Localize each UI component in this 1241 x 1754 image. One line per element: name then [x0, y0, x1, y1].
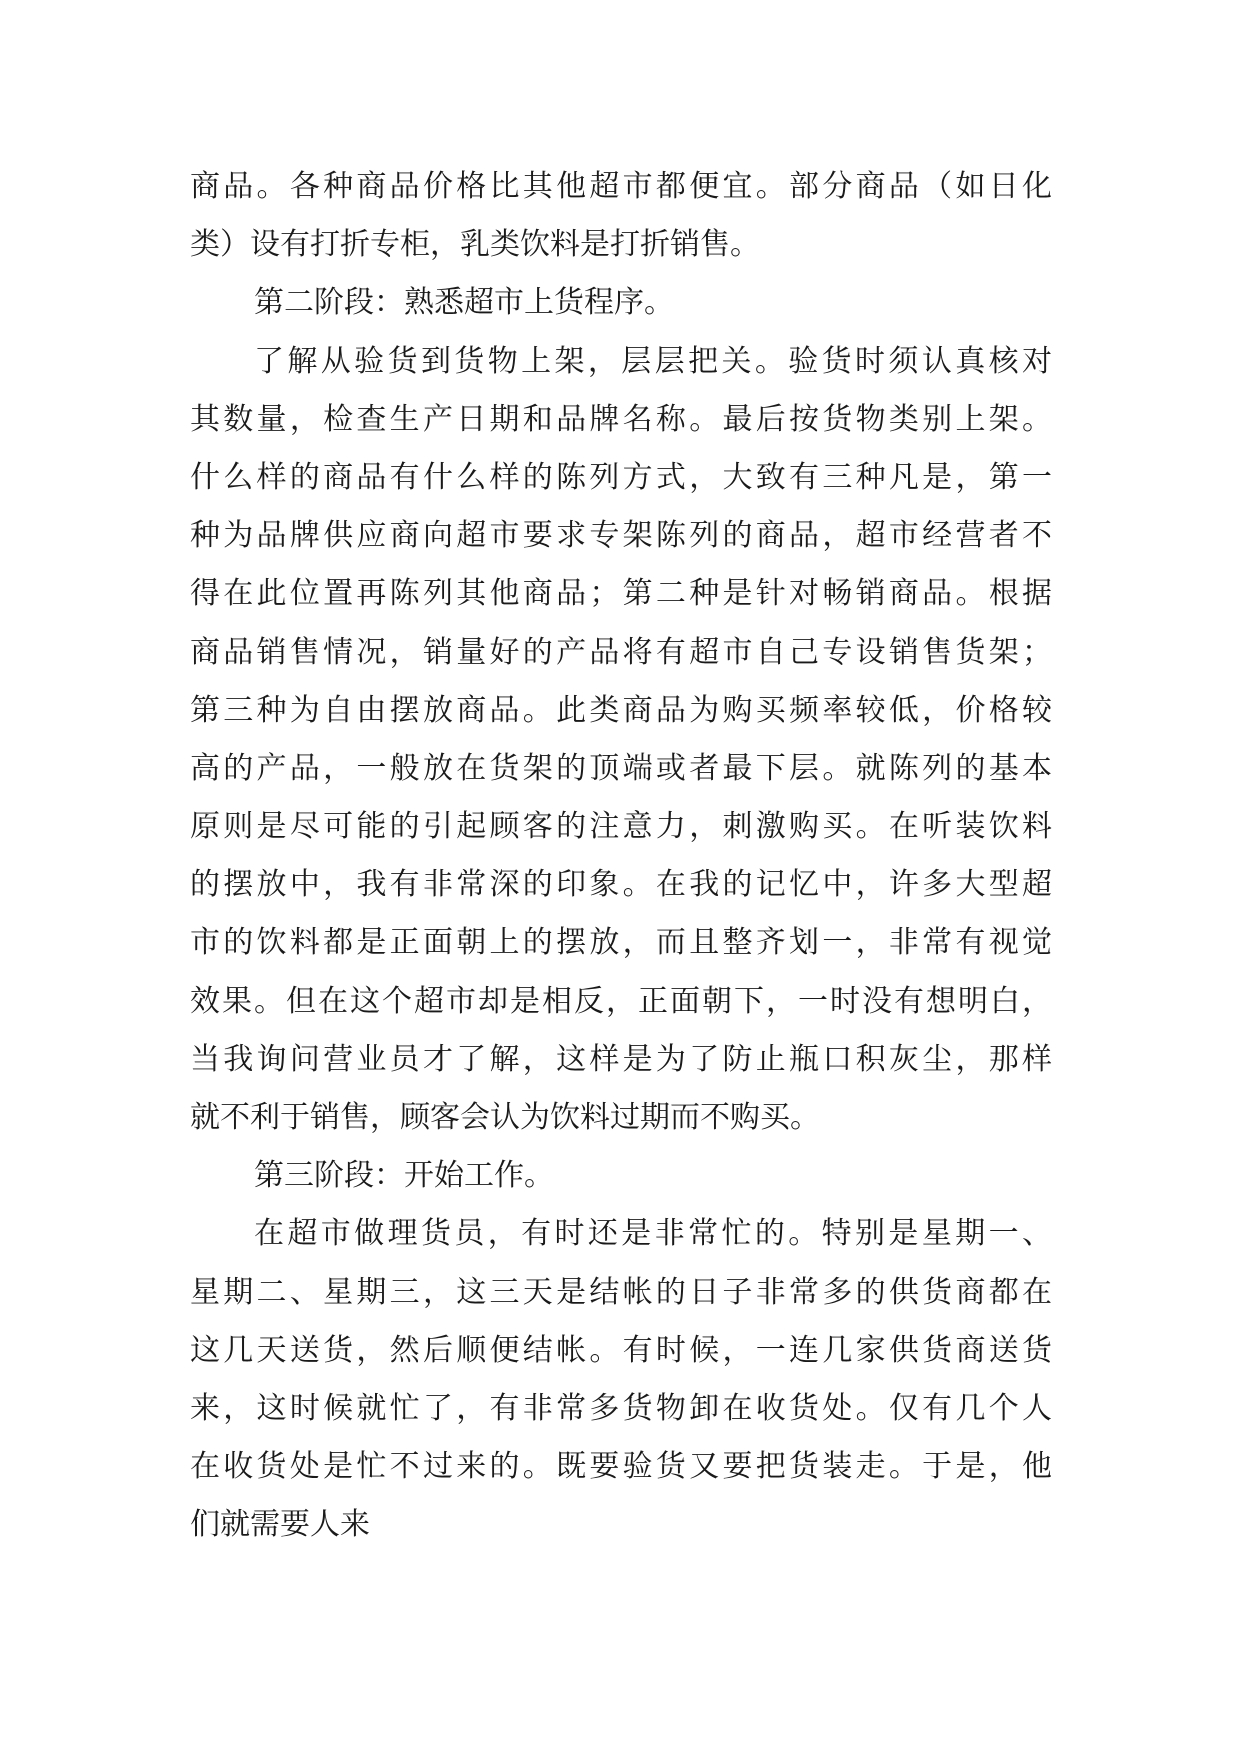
body-text [190, 158, 1052, 1555]
text-line: 高的产品，一般放在货架的顶端或者最下层。就陈列的基本 [190, 750, 1052, 786]
text-line: 第三种为自由摆放商品。此类商品为购买频率较低，价格较 [190, 692, 1052, 728]
text-line: 这几天送货，然后顺便结帐。有时候，一连几家供货商送货 [190, 1332, 1052, 1368]
text-line: 的摆放中，我有非常深的印象。在我的记忆中，许多大型超 [190, 867, 1052, 903]
text-line: 商品。各种商品价格比其他超市都便宜。部分商品（如日化 [190, 169, 1052, 204]
text-line: 当我询问营业员才了解，这样是为了防止瓶口积灰尘，那样 [190, 1041, 1052, 1077]
text-line: 商品销售情况，销量好的产品将有超市自己专设销售货架； [190, 634, 1052, 670]
text-line: 们就需要人来 [190, 1507, 370, 1543]
text-line: 市的饮料都是正面朝上的摆放，而且整齐划一，非常有视觉 [190, 925, 1052, 961]
text-line: 得在此位置再陈列其他商品；第二种是针对畅销商品。根据 [190, 576, 1052, 612]
text-line: 第二阶段：熟悉超市上货程序。 [254, 285, 674, 321]
text-line: 星期二、星期三，这三天是结帐的日子非常多的供货商都在 [190, 1274, 1052, 1310]
text-line: 类）设有打折专柜，乳类饮料是打折销售。 [190, 227, 760, 263]
text-line: 效果。但在这个超市却是相反，正面朝下，一时没有想明白， [190, 983, 1052, 1019]
text-line: 其数量，检查生产日期和品牌名称。最后按货物类别上架。 [190, 401, 1052, 437]
text-line: 什么样的商品有什么样的陈列方式，大致有三种凡是，第一 [190, 459, 1052, 495]
text-line: 原则是尽可能的引起顾客的注意力，刺激购买。在听装饮料 [190, 809, 1052, 845]
text-line: 了解从验货到货物上架，层层把关。验货时须认真核对 [254, 343, 1052, 379]
text-line: 第三阶段：开始工作。 [254, 1158, 554, 1194]
text-line: 在超市做理货员，有时还是非常忙的。特别是星期一、 [254, 1216, 1052, 1252]
text-line: 种为品牌供应商向超市要求专架陈列的商品，超市经营者不 [190, 518, 1052, 554]
text-line: 就不利于销售，顾客会认为饮料过期而不购买。 [190, 1100, 820, 1135]
text-line: 在收货处是忙不过来的。既要验货又要把货装走。于是，他 [190, 1449, 1052, 1485]
text-line: 来，这时候就忙了，有非常多货物卸在收货处。仅有几个人 [190, 1390, 1052, 1426]
